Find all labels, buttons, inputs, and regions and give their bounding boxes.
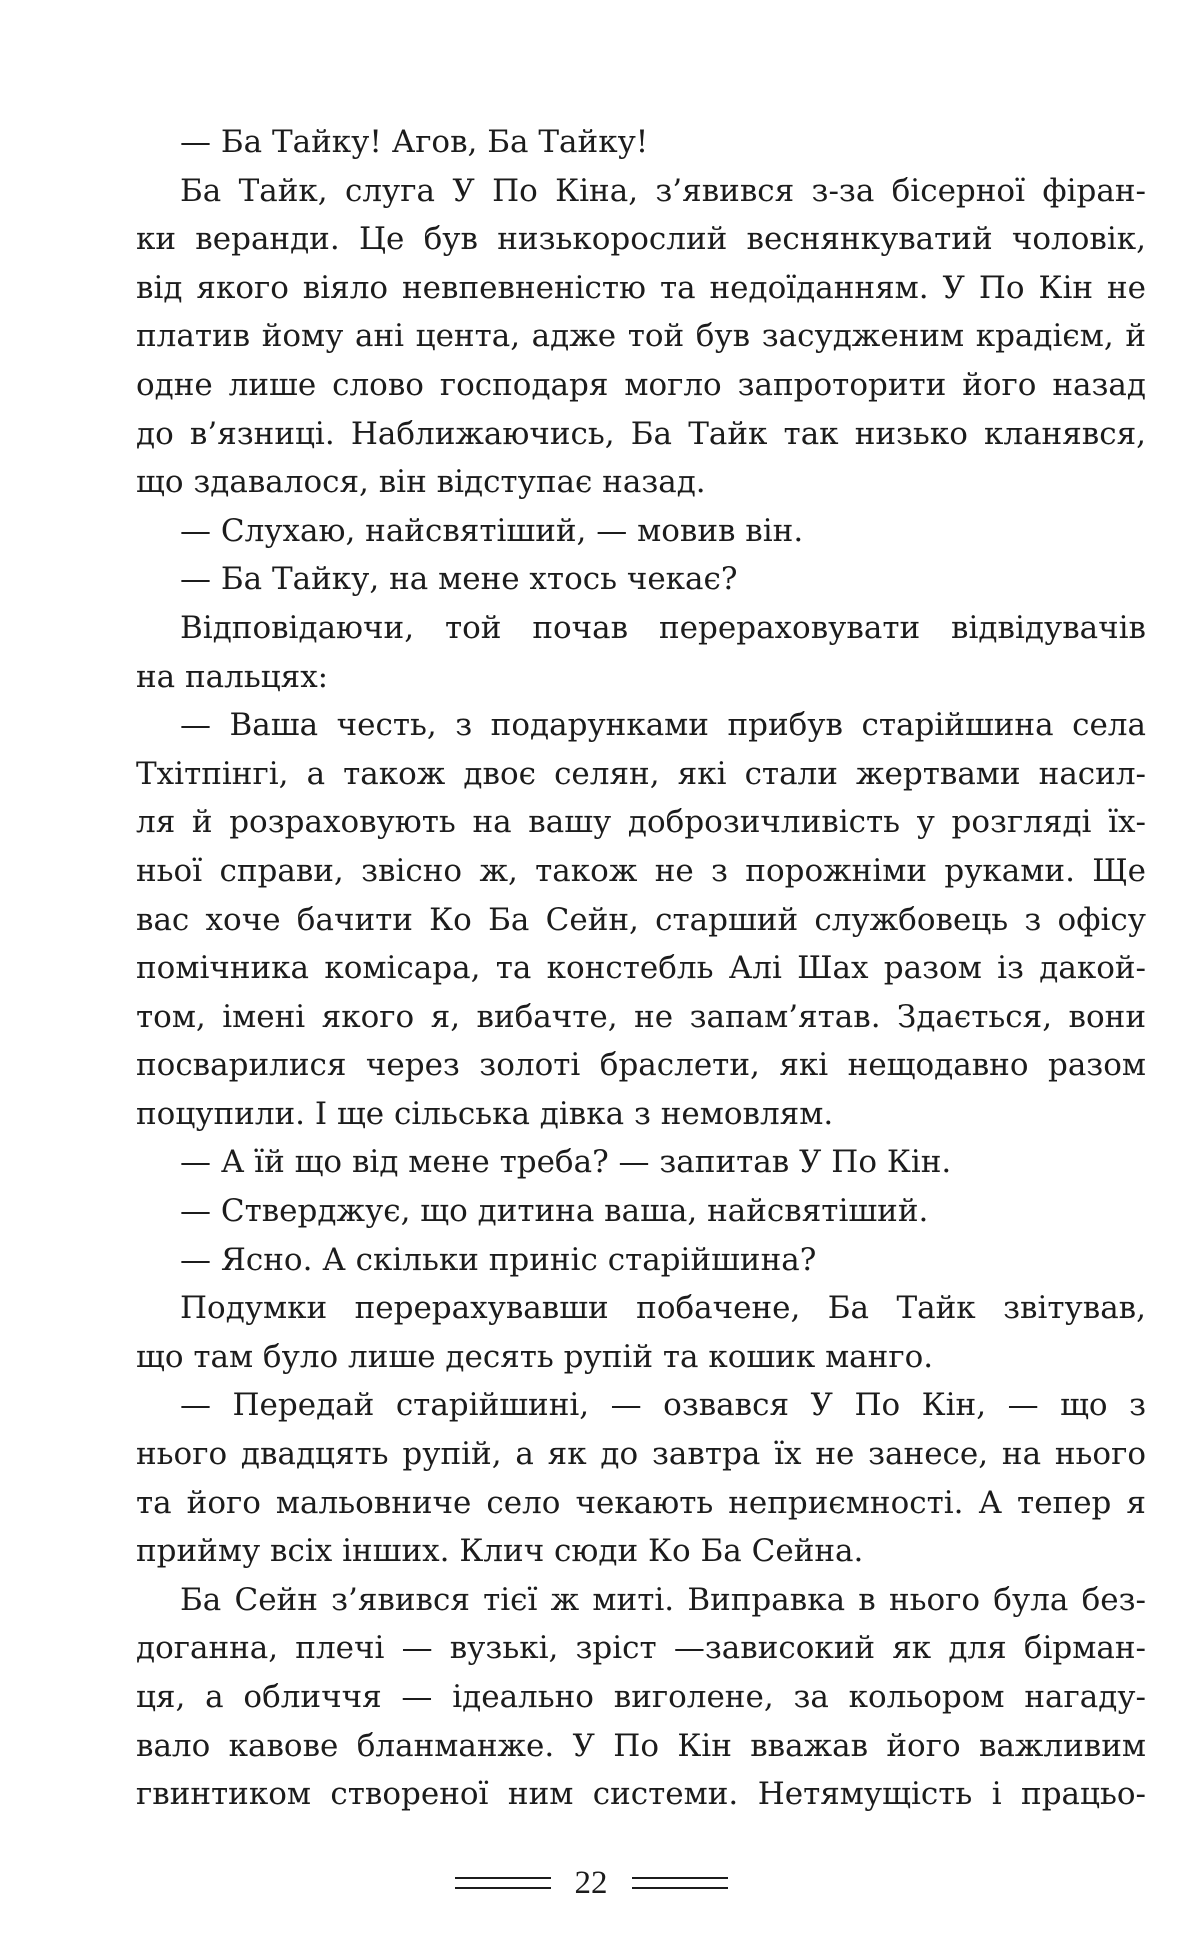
- text-line: вас хоче бачити Ко Ба Сейн, старший службовець з офісу: [136, 901, 1146, 938]
- text-line: том, імені якого я, вибачте, не запам’ятав. Здається, вони: [136, 998, 1146, 1035]
- text-line: нього двадцять рупій, а як до завтра їх не занесе, на нього: [136, 1436, 1146, 1473]
- page-footer: [0, 1858, 1182, 1908]
- text-line: — Ба Тайку, на мене хтось чекає?: [180, 561, 738, 598]
- text-line: — Передай старійшині, — озвався У По Кін, — що з: [180, 1387, 1146, 1424]
- text-line: — Стверджує, що дитина ваша, найсвятіший.: [180, 1193, 929, 1230]
- text-line: ця, а обличчя — ідеально виголене, за кольором нагаду-: [136, 1679, 1146, 1715]
- page-number: 22: [574, 1864, 608, 1901]
- footer-rule-right: [632, 1877, 728, 1889]
- text-line: — Ясно. А скільки приніс старійшина?: [180, 1241, 817, 1278]
- text-line: що там було лише десять рупій та кошик манго.: [136, 1338, 934, 1375]
- text-line: доганна, плечі — вузькі, зріст —зависокий як для бірман-: [136, 1630, 1146, 1667]
- text-line: ля й розраховують на вашу доброзичливість у розгляді їх-: [136, 804, 1146, 841]
- text-line: що здавалося, він відступає назад.: [136, 464, 706, 501]
- text-line: Ба Тайк, слуга У По Кіна, з’явився з-за бісерної фіран-: [180, 172, 1146, 209]
- text-line: Тхітпінгі, а також двоє селян, які стали жертвами насил-: [136, 755, 1146, 792]
- text-line: — А їй що від мене треба? — запитав У По Кін.: [180, 1144, 952, 1181]
- text-line: ки веранди. Це був низькорослий веснянкуватий чоловік,: [136, 221, 1146, 258]
- footer-rule-left: [455, 1877, 551, 1889]
- text-line: на пальцях:: [136, 658, 329, 695]
- text-line: ньої справи, звісно ж, також не з порожніми руками. Ще: [136, 852, 1146, 889]
- text-line: від якого віяло невпевненістю та недоїданням. У По Кін не: [136, 269, 1146, 306]
- text-line: гвинтиком створеної ним системи. Нетямущість і працьо-: [136, 1776, 1146, 1813]
- text-line: прийму всіх інших. Клич сюди Ко Ба Сейна.: [136, 1533, 864, 1570]
- text-line: Подумки перерахувавши побачене, Ба Тайк звітував,: [180, 1290, 1146, 1327]
- text-line: помічника комісара, та констебль Алі Шах разом із дакой-: [136, 950, 1146, 987]
- text-line: одне лише слово господаря могло запроторити його назад: [136, 366, 1146, 403]
- text-line: та його мальовниче село чекають неприємності. А тепер я: [136, 1484, 1146, 1521]
- text-line: поцупили. І ще сільська дівка з немовлям.: [136, 1095, 834, 1132]
- text-line: — Ваша честь, з подарунками прибув старійшина села: [180, 707, 1146, 744]
- text-line: Ба Сейн з’явився тієї ж миті. Виправка в нього була без-: [180, 1581, 1146, 1618]
- text-line: до в’язниці. Наближаючись, Ба Тайк так низько кланявся,: [136, 415, 1146, 452]
- text-line: посварилися через золоті браслети, які нещодавно разом: [136, 1047, 1146, 1084]
- text-line: вало кавове бланманже. У По Кін вважав його важливим: [136, 1727, 1146, 1764]
- text-line: — Ба Тайку! Агов, Ба Тайку!: [180, 124, 649, 160]
- text-line: Відповідаючи, той почав перераховувати відвідувачів: [180, 609, 1146, 646]
- text-line: — Слухаю, найсвятіший, — мовив він.: [180, 512, 804, 549]
- page-text-block: [136, 118, 1146, 1819]
- text-line: платив йому ані цента, адже той був засудженим крадієм, й: [136, 318, 1146, 355]
